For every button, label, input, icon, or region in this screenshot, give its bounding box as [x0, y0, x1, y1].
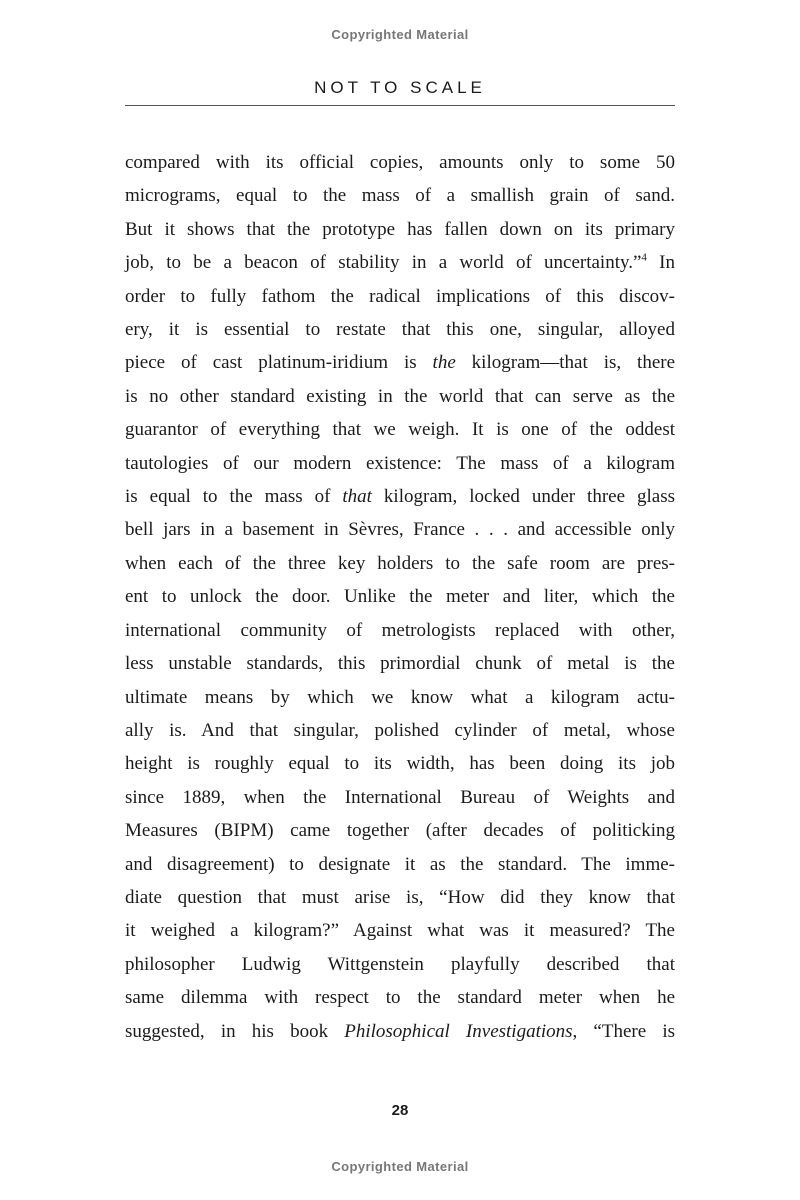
running-head-title: NOT TO SCALE [314, 78, 486, 97]
body-text-line: since 1889, when the International Bureau of Weights and [125, 786, 675, 808]
body-text-line: is equal to the mass of that kilogram, locked under three glass [125, 486, 675, 508]
body-text-line: Measures (BIPM) came together (after decades of politicking [125, 820, 675, 842]
body-text-line: piece of cast platinum-iridium is the kilogram—that is, there [125, 352, 676, 374]
body-text-line: But it shows that the prototype has fallen down on its primary [125, 218, 675, 240]
body-text-line: suggested, in his book Philosophical Investigations, “There is [125, 1020, 675, 1042]
footnote-reference: 4 [641, 251, 647, 264]
copyright-banner-bottom: Copyrighted Material [331, 1158, 469, 1174]
body-text-line: and disagreement) to designate it as the standard. The imme- [125, 853, 675, 875]
body-text-line: is no other standard existing in the world that can serve as the [125, 385, 675, 407]
header-rule [125, 105, 675, 106]
body-text-line: international community of metrologists replaced with other, [125, 619, 675, 641]
body-text-line: ery, it is essential to restate that this one, singular, alloyed [125, 319, 675, 341]
body-text-line: guarantor of everything that we weigh. It is one of the oddest [125, 419, 675, 441]
body-text-line: bell jars in a basement in Sèvres, France . . . and accessible only [125, 519, 675, 541]
copyright-banner-top: Copyrighted Material [331, 27, 469, 42]
body-text-line: height is roughly equal to its width, has been doing its job [125, 753, 675, 775]
body-text-line: compared with its official copies, amounts only to some 50 [125, 152, 675, 173]
body-text [125, 146, 675, 1048]
body-text-line: when each of the three key holders to the safe room are pres- [125, 552, 675, 574]
body-text-line: philosopher Ludwig Wittgenstein playfully described that [125, 953, 675, 975]
body-text-line: tautologies of our modern existence: The mass of a kilogram [125, 452, 675, 474]
body-text-line: same dilemma with respect to the standard meter when he [125, 987, 675, 1009]
body-text-line: order to fully fathom the radical implications of this discov- [125, 285, 675, 307]
body-text-line: it weighed a kilogram?” Against what was it measured? The [125, 920, 675, 942]
body-text-line: ultimate means by which we know what a kilogram actu- [125, 686, 675, 708]
body-text-line: ent to unlock the door. Unlike the meter and liter, which the [125, 586, 675, 608]
page-number: 28 [391, 1101, 409, 1119]
body-text-line: job, to be a beacon of stability in a world of uncertainty.”$^4$ In [125, 251, 675, 274]
body-text-line: diate question that must arise is, “How did they know that [125, 886, 675, 908]
body-text-line: ally is. And that singular, polished cylinder of metal, whose [125, 719, 675, 741]
body-text-line: micrograms, equal to the mass of a smallish grain of sand. [125, 185, 675, 207]
body-text-line: less unstable standards, this primordial chunk of metal is the [125, 653, 675, 675]
